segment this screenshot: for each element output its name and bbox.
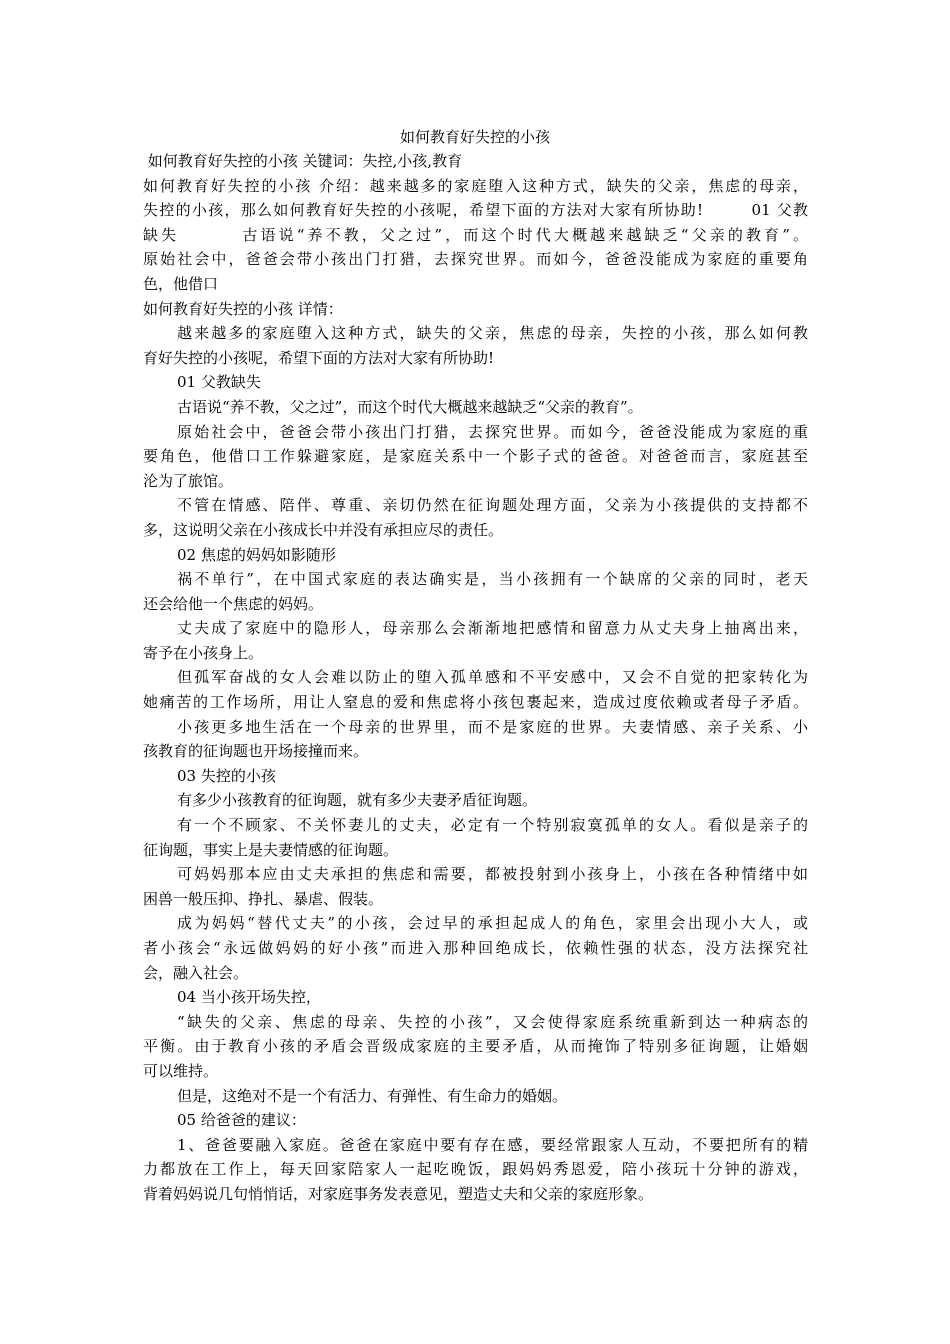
paragraph-line: 原始社会中，爸爸会带小孩出门打猎，去探究世界。而如今，爸爸没能成为家庭的重 [177,422,808,441]
section-heading: 03 失控的小孩 [177,766,276,785]
paragraph-line: 征询题，事实上是夫妻情感的征询题。 [143,840,399,859]
keywords-line: 如何教育好失控的小孩 关键词：失控,小孩,教育 [143,152,463,170]
paragraph-line: 寄予在小孩身上。 [143,643,264,662]
document-title: 如何教育好失控的小孩 [399,128,550,146]
intro-line: 原始社会中，爸爸会带小孩出门打猎，去探究世界。而如今，爸爸没能成为家庭的重要角 [143,250,808,269]
paragraph-line: 平衡。由于教育小孩的矛盾会晋级成家庭的主要矛盾，从而掩饰了特别多征询题，让婚姻 [143,1037,808,1056]
intro-line: 如何教育好失控的小孩 介绍：越来越多的家庭堕入这种方式，缺失的父亲，焦虑的母亲， [143,176,808,195]
paragraph-line: 孩教育的征询题也开场接撞而来。 [143,742,369,761]
paragraph-line: 背着妈妈说几句悄悄话，对家庭事务发表意见，塑造丈夫和父亲的家庭形象。 [143,1184,654,1203]
paragraph-line: 但是，这绝对不是一个有活力、有弹性、有生命力的婚姻。 [177,1086,568,1105]
paragraph-line: 古语说“养不教，父之过”，而这个时代大概越来越缺乏“父亲的教育”。 [177,397,643,416]
section-heading: 05 给爸爸的建议： [177,1111,306,1130]
paragraph-line: 育好失控的小孩呢，希望下面的方法对大家有所协助! [143,348,495,367]
section-heading: 02 焦虑的妈妈如影随形 [177,545,336,564]
paragraph-line: 但孤军奋战的女人会难以防止的堕入孤单感和不平安感中，又会不自觉的把家转化为 [177,668,808,687]
paragraph-line: 成为妈妈“替代丈夫”的小孩，会过早的承担起成人的角色，家里会出现小大人，或 [177,914,808,933]
paragraph-line: 沦为了旅馆。 [143,471,234,490]
intro-line: 色，他借口 [143,274,219,293]
paragraph-line: 可以维持。 [143,1061,219,1080]
paragraph-line: 丈夫成了家庭中的隐形人，母亲那么会渐渐地把感情和留意力从丈夫身上抽离出来， [177,619,808,638]
paragraph-line: 不管在情感、陪伴、尊重、亲切仍然在征询题处理方面，父亲为小孩提供的支持都不 [177,496,808,515]
paragraph-line: 小孩更多地生活在一个母亲的世界里，而不是家庭的世界。夫妻情感、亲子关系、小 [177,717,808,736]
paragraph-line: 有一个不顾家、不关怀妻儿的丈夫，必定有一个特别寂寞孤单的女人。看似是亲子的 [177,816,808,835]
section-heading: 01 父教缺失 [177,373,261,392]
paragraph-line: 者小孩会“永远做妈妈的好小孩”而进入那种回绝成长，依赖性强的状态，没方法探究社 [143,939,808,957]
paragraph-line: 1、爸爸要融入家庭。爸爸在家庭中要有存在感，要经常跟家人互动，不要把所有的精 [177,1135,808,1154]
paragraph-line: 会，融入社会。 [143,963,249,982]
paragraph-line: 力都放在工作上，每天回家陪家人一起吃晚饭，跟妈妈秀恩爱，陪小孩玩十分钟的游戏， [143,1160,808,1179]
intro-line: 缺失 古语说“养不教，父之过”，而这个时代大概越来越缺乏“父亲的教育”。 [143,225,808,244]
paragraph-line: 越来越多的家庭堕入这种方式，缺失的父亲，焦虑的母亲，失控的小孩，那么如何教 [177,324,808,343]
paragraph-line: 祸不单行”，在中国式家庭的表达确实是，当小孩拥有一个缺席的父亲的同时，老天 [177,570,808,589]
section-heading: 04 当小孩开场失控， [177,988,321,1007]
paragraph-line: 要角色，他借口工作躲避家庭，是家庭关系中一个影子式的爸爸。对爸爸而言，家庭甚至 [143,447,808,466]
document-body [143,149,808,1207]
intro-line: 失控的小孩，那么如何教育好失控的小孩呢，希望下面的方法对大家有所协助! 01 父教 [143,201,808,220]
details-heading: 如何教育好失控的小孩 详情： [143,299,343,318]
paragraph-line: 多，这说明父亲在小孩成长中并没有承担应尽的责任。 [143,520,504,539]
paragraph-line: 她痛苦的工作场所，用让人窒息的爱和焦虑将小孩包裹起来，造成过度依赖或者母子矛盾。 [143,693,808,712]
paragraph-line: 有多少小孩教育的征询题，就有多少夫妻矛盾征询题。 [177,791,538,810]
paragraph-line: 还会给他一个焦虑的妈妈。 [143,594,324,613]
paragraph-line: “缺失的父亲、焦虑的母亲、失控的小孩”，又会使得家庭系统重新到达一种病态的 [177,1012,808,1031]
paragraph-line: 困兽一般压抑、挣扎、暴虐、假装。 [143,889,384,908]
paragraph-line: 可妈妈那本应由丈夫承担的焦虑和需要，都被投射到小孩身上，小孩在各种情绪中如 [177,865,808,884]
